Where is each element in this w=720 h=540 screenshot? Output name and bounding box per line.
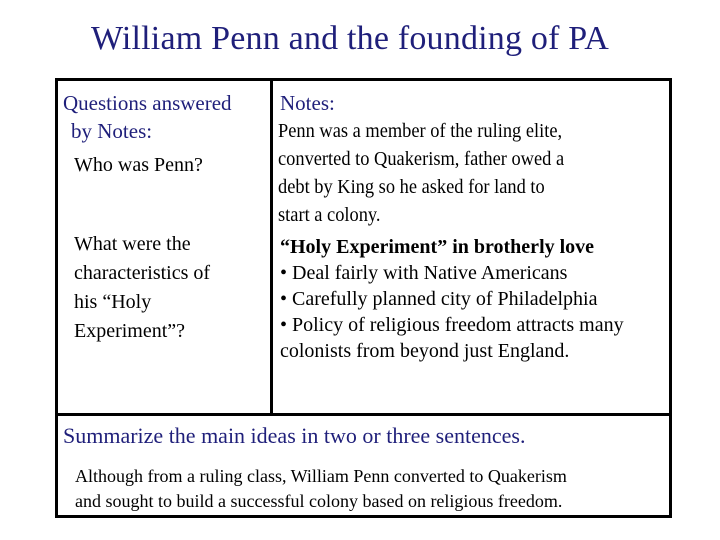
notes-header: Notes: [280, 91, 335, 115]
summary-text [75, 464, 567, 514]
note2-bullet: • Policy of religious freedom attracts many [280, 314, 624, 336]
question-who-was-penn: Who was Penn? [74, 154, 203, 176]
question2-line: characteristics of [74, 262, 211, 284]
note2-heading: “Holy Experiment” in brotherly love [280, 236, 595, 258]
questions-header-line1: Questions answered [63, 91, 232, 115]
note2-tail: colonists from beyond just England. [280, 340, 570, 362]
note-penn-background [278, 117, 637, 229]
summary-line: Although from a ruling class, William Penn converted to Quakerism [75, 466, 567, 486]
questions-header-line2: by Notes: [71, 119, 153, 143]
question-holy-experiment [74, 230, 210, 346]
question2-line: What were the [74, 233, 191, 255]
question2-line: his “Holy [74, 291, 152, 313]
cornell-notes-box [55, 78, 672, 518]
summary-line: and sought to build a successful colony based on religious freedom. [75, 491, 563, 511]
summary-divider [58, 413, 669, 416]
note1-line: debt by King so he asked for land to [278, 176, 545, 198]
note1-line: start a colony. [278, 204, 381, 226]
note-holy-experiment [280, 234, 670, 364]
column-divider [270, 81, 273, 413]
question2-line: Experiment”? [74, 320, 186, 342]
note2-bullet: • Carefully planned city of Philadelphia [280, 288, 598, 310]
note1-line: Penn was a member of the ruling elite, [278, 120, 563, 142]
summary-header: Summarize the main ideas in two or three sentences. [63, 423, 526, 448]
note1-line: converted to Quakerism, father owed a [278, 148, 565, 170]
note2-bullet: • Deal fairly with Native Americans [280, 262, 568, 284]
page-title: William Penn and the founding of PA [90, 20, 610, 57]
questions-header [63, 89, 232, 145]
